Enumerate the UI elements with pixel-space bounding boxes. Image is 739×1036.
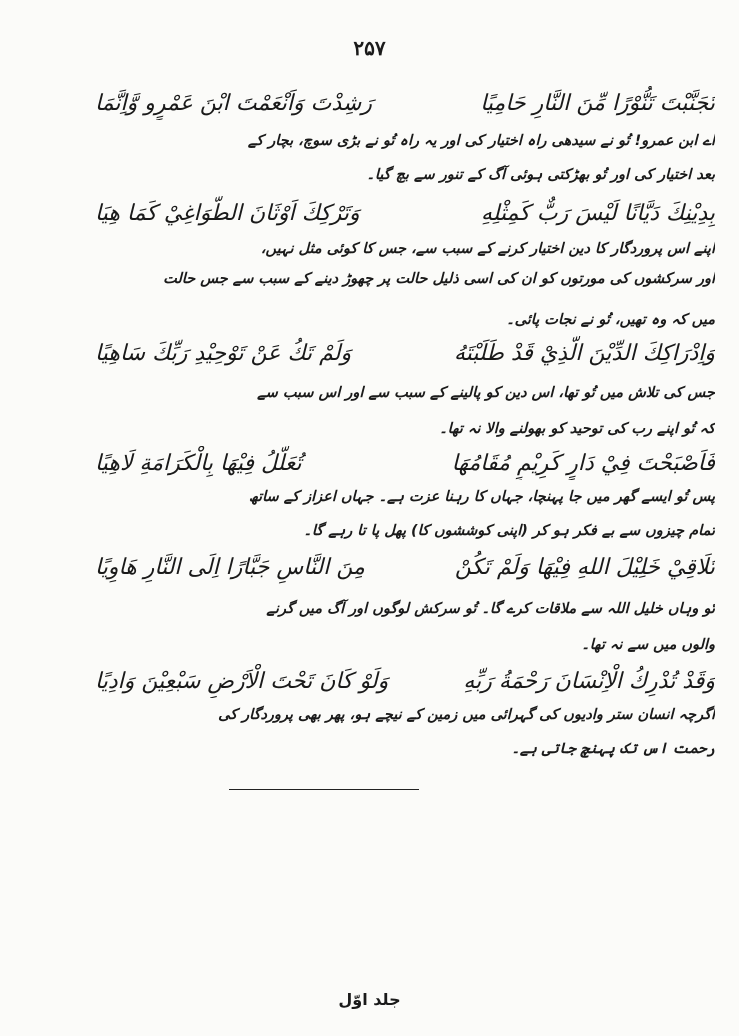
verse-5-first-hemistich: تُلَاقِيْ خَلِيْلَ اللهِ فِيْهَا وَلَمْ تَكُنْ	[454, 554, 715, 580]
verse-1-first-hemistich: تَجَنَّبْتَ تَنُّوْرًا مِّنَ النَّارِ حَامِيًا	[480, 90, 715, 116]
translation-1-line-2: بعد اختیار کی اور تُو بھڑکتی ہوئی آگ کے تنور سے بچ گیا۔	[366, 167, 715, 183]
translation-3-line-2: کہ تُو اپنے رب کی توحید کو بھولنے والا نہ تھا۔	[439, 421, 715, 437]
verse-6-first-hemistich: وَقَدْ تُدْرِكُ الْاِنْسَانَ رَحْمَةُ رَبِّهِ	[463, 668, 715, 694]
translation-6-line-1: اگرچہ انسان ستر وادیوں کی گہرائی میں زمین کے نیچے ہو، پھر بھی پروردگار کی	[218, 707, 715, 723]
translation-2-line-2: اور سرکشوں کی مورتوں کو ان کی اسی ذلیل حالت پر چھوڑ دینے کے سبب سے جس حالت	[163, 271, 715, 287]
verse-2	[95, 196, 715, 230]
verse-4	[95, 446, 715, 480]
verse-5	[95, 550, 715, 584]
translation-5-line-1: تُو وہاں خلیل اللہ سے ملاقات کرے گا۔ تُو سرکش لوگوں اور آگ میں گرنے	[266, 601, 715, 617]
verse-6-second-hemistich: وَلَوْ كَانَ تَحْتَ الْاَرْضِ سَبْعِيْنَ وَادِيًا	[95, 668, 389, 694]
translation-1-line-1: اے ابن عمرو! تُو نے سیدھی راہ اختیار کی اور یہ راہ تُو نے بڑی سوچ، بچار کے	[247, 133, 715, 149]
translation-5-line-2: والوں میں سے نہ تھا۔	[581, 637, 715, 653]
verse-2-second-hemistich: وَتَرْكِكَ اَوْثَانَ الطَّوَاغِيْ كَمَا هِيَا	[95, 200, 360, 226]
translation-2-line-3: میں کہ وہ تھیں، تُو نے نجات پائی۔	[506, 312, 715, 328]
verse-4-second-hemistich: تُعَلَّلُ فِيْهَا بِالْكَرَامَةِ لَاهِيًا	[95, 450, 302, 476]
translation-3-line-1: جس کی تلاش میں تُو تھا، اس دین کو پالینے کے سبب سے اور اس سبب سے	[257, 385, 715, 401]
verse-6	[95, 664, 715, 698]
verse-5-second-hemistich: مِنَ النَّاسِ جَبَّارًا اِلَى النَّارِ هَاوِيًا	[95, 554, 365, 580]
translation-4-line-1: پس تُو ایسے گھر میں جا پہنچا، جہاں کا رہنا عزت ہے۔ جہاں اعزاز کے ساتھ	[248, 489, 715, 505]
verse-3	[95, 336, 715, 370]
verse-3-second-hemistich: وَلَمْ تَكُ عَنْ تَوْحِيْدِ رَبِّكَ سَاهِيًا	[95, 340, 352, 366]
page-number: ۲۵۷	[353, 36, 386, 60]
translation-4-line-2: تمام چیزوں سے بے فکر ہو کر (اپنی کوششوں کا) پھل پا تا رہے گا۔	[303, 523, 715, 539]
verse-3-first-hemistich: وَاِدْرَاكِكَ الدِّيْنَ الَّذِيْ قَدْ طَلَبْتَهُ	[453, 340, 715, 366]
translation-2-line-1: اپنے اس پروردگار کا دین اختیار کرنے کے سبب سے، جس کا کوئی مثل نہیں،	[260, 241, 715, 257]
verse-4-first-hemistich: فَاَصْبَحْتَ فِيْ دَارٍ كَرِيْمٍ مُقَامُهَا	[451, 450, 715, 476]
volume-footer: جلد اوّل	[338, 990, 401, 1009]
verse-1-second-hemistich: رَشِدْتَ وَاَنْعَمْتَ ابْنَ عَمْرٍو وَّاِنَّمَا	[95, 90, 372, 116]
section-divider	[229, 789, 419, 790]
translation-6-line-2: رحمت اس تک پہنچ جاتی ہے۔	[511, 741, 715, 757]
verse-1	[95, 86, 715, 120]
verse-2-first-hemistich: بِدِيْنِكَ دَيَّانًا لَيْسَ رَبٌّ كَمِثْلِهِ	[480, 200, 715, 226]
